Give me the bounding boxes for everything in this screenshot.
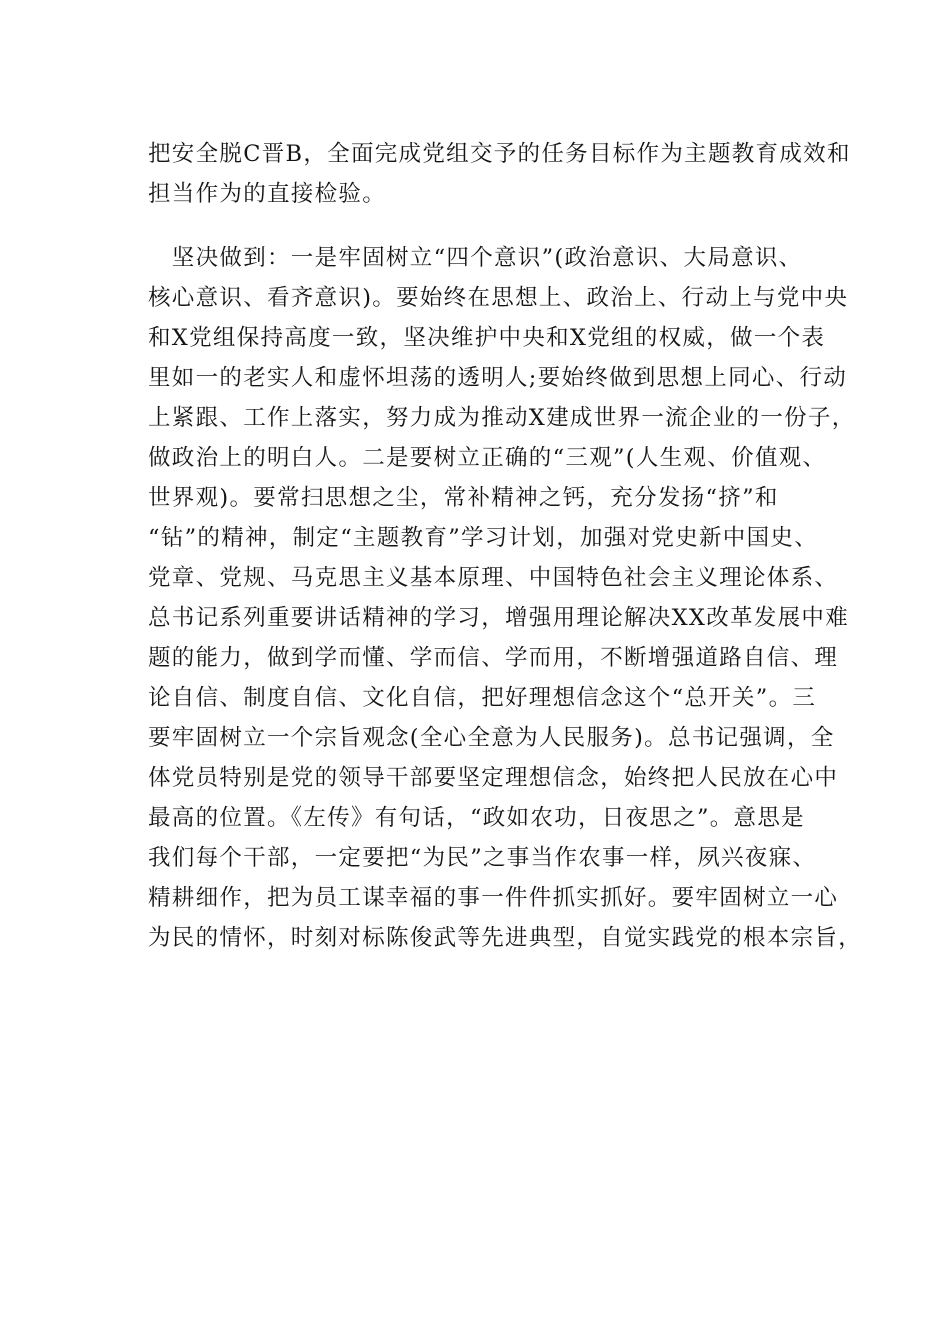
paragraph-line: 坚决做到：一是牢固树立“四个意识”(政治意识、大局意识、 xyxy=(148,245,803,271)
paragraph-line: 上紧跟、工作上落实，努力成为推动X建成世界一流企业的一份子， xyxy=(148,405,856,431)
paragraph-line: 论自信、制度自信、文化自信，把好理想信念这个“总开关”。三 xyxy=(148,685,817,711)
paragraph-line: 和X党组保持高度一致，坚决维护中央和X党组的权威，做一个表 xyxy=(148,325,826,351)
paragraph-line: 世界观)。要常扫思想之尘，常补精神之钙，充分发扬“挤”和 xyxy=(148,485,779,511)
paragraph-line: 总书记系列重要讲话精神的学习，增强用理论解决XX改革发展中难 xyxy=(148,605,850,631)
paragraph-line: 题的能力，做到学而懂、学而信、学而用，不断增强道路自信、理 xyxy=(148,645,839,671)
paragraph-line: 核心意识、看齐意识)。要始终在思想上、政治上、行动上与党中央 xyxy=(148,285,849,311)
paragraph-line: 最高的位置。《左传》有句话，“政如农功，日夜思之”。意思是 xyxy=(148,805,805,831)
paragraph-line: 我们每个干部，一定要把“为民”之事当作农事一样，夙兴夜寐、 xyxy=(148,845,817,871)
paragraph-line: “钻”的精神，制定“主题教育”学习计划，加强对党史新中国史、 xyxy=(148,525,819,551)
paragraph-line: 党章、党规、马克思主义基本原理、中国特色社会主义理论体系、 xyxy=(148,565,839,591)
paragraph-line: 担当作为的直接检验。 xyxy=(148,181,387,207)
paragraph-2 xyxy=(148,238,863,958)
paragraph-line: 为民的情怀，时刻对标陈俊武等先进典型，自觉实践党的根本宗旨， xyxy=(148,925,863,951)
paragraph-line: 要牢固树立一个宗旨观念(全心全意为人民服务)。总书记强调，全 xyxy=(148,725,835,751)
paragraph-line: 里如一的老实人和虚怀坦荡的透明人;要始终做到思想上同心、行动 xyxy=(148,365,848,391)
paragraph-line: 做政治上的明白人。二是要树立正确的“三观”(人生观、价值观、 xyxy=(148,445,827,471)
paragraph-line: 体党员特别是党的领导干部要坚定理想信念，始终把人民放在心中 xyxy=(148,765,839,791)
paragraph-line: 把安全脱C晋B，全面完成党组交予的任务目标作为主题教育成效和 xyxy=(148,141,851,167)
paragraph-line: 精耕细作，把为员工谋幸福的事一件件抓实抓好。要牢固树立一心 xyxy=(148,885,839,911)
paragraph-1 xyxy=(148,134,851,214)
